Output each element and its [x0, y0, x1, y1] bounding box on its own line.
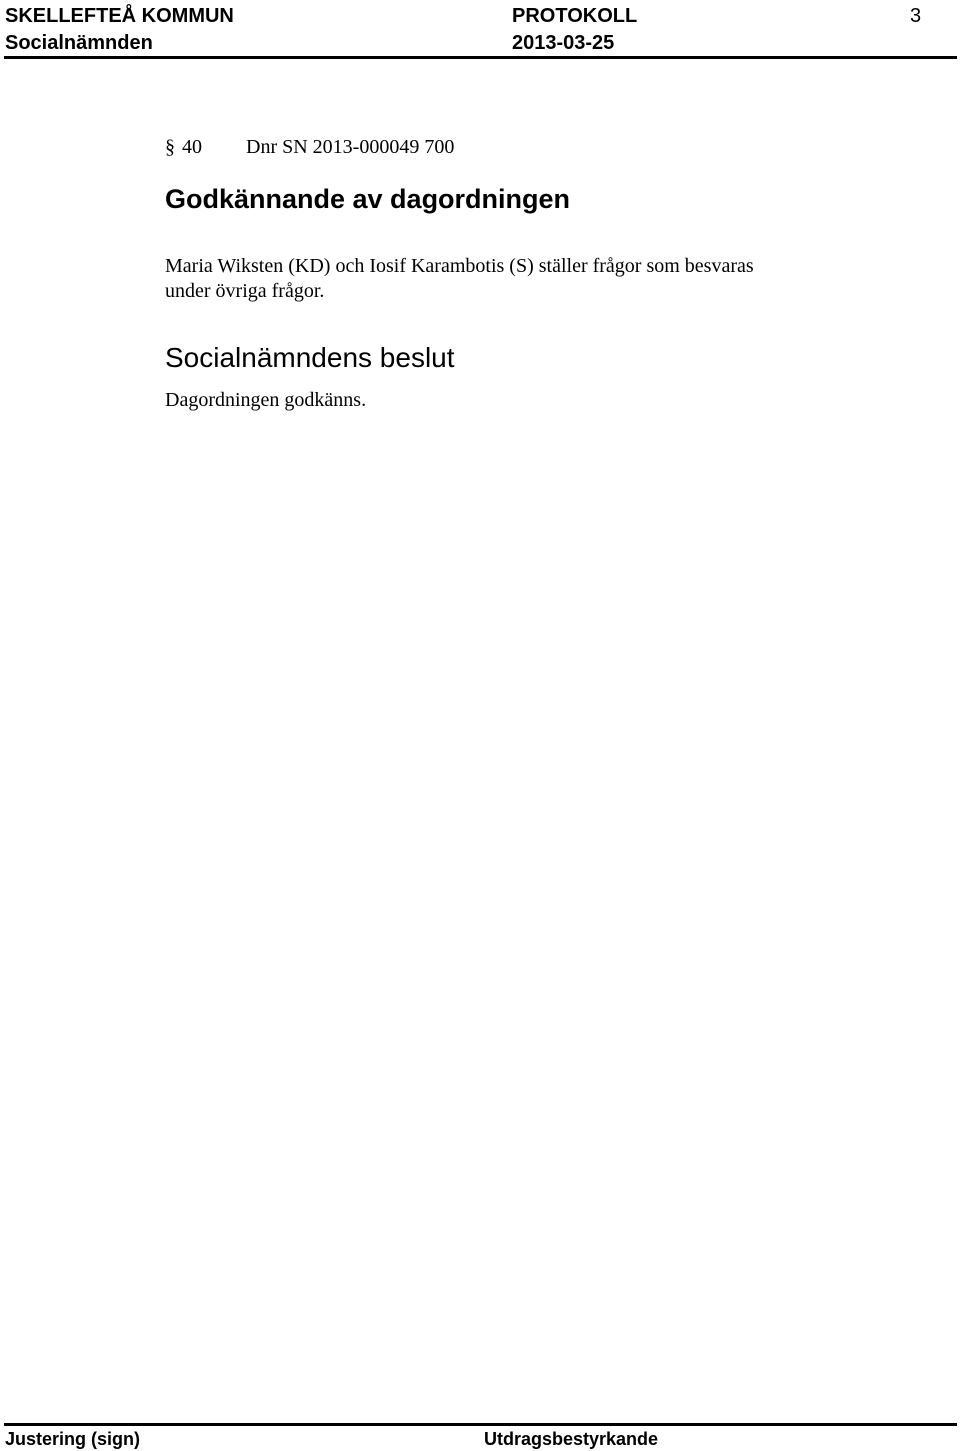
section-symbol: § [165, 136, 175, 158]
footer-utdragsbestyrkande: Utdragsbestyrkande [484, 1429, 659, 1449]
diary-number: Dnr SN 2013-000049 700 [246, 136, 455, 158]
organization-name: SKELLEFTEÅ KOMMUN [5, 5, 234, 27]
header-divider [4, 56, 957, 59]
protocol-date: 2013-03-25 [512, 32, 615, 54]
decision-text: Dagordningen godkänns. [165, 389, 367, 411]
page-number: 3 [910, 5, 922, 27]
committee-name: Socialnämnden [5, 32, 153, 54]
decision-heading: Socialnämndens beslut [165, 342, 455, 373]
footer-divider [4, 1423, 957, 1426]
document-type: PROTOKOLL [512, 5, 638, 27]
section-number: 40 [182, 136, 202, 158]
section-title: Godkännande av dagordningen [165, 184, 571, 214]
footer-justering: Justering (sign) [5, 1429, 141, 1449]
body-line-2: under övriga frågor. [165, 280, 325, 302]
body-line-1: Maria Wiksten (KD) och Iosif Karambotis (S) ställer frågor som besvaras [165, 255, 754, 277]
